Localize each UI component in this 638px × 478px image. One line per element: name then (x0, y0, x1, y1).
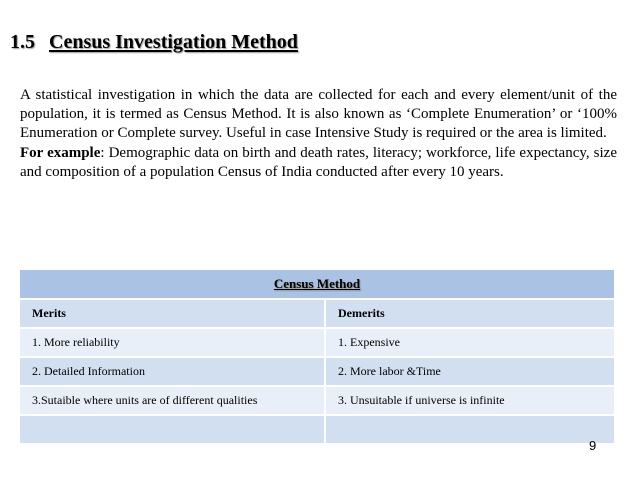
table-row (19, 386, 615, 415)
table-row (19, 328, 615, 357)
demerit-cell (325, 415, 615, 444)
table-header-row (19, 269, 615, 299)
body-text (20, 86, 617, 182)
example-paragraph (20, 144, 617, 182)
definition-paragraph: A statistical investigation in which the data are collected for each and every element/unit of the population, it is termed as Census Method. It is also known as ‘Complete Enumeration’ or ‘100% Enumeration or Complete survey. Useful in case Intensive Study is required or the area is limited. (20, 87, 617, 142)
column-headers-row (19, 299, 615, 328)
merit-cell: 3.Sutaible where units are of different qualities (19, 386, 325, 415)
section-number: 1.5 (10, 31, 35, 53)
census-method-table (18, 268, 616, 445)
section-title-text: Census Investigation Method (49, 31, 298, 53)
page-number: 9 (589, 438, 597, 453)
merit-cell (19, 415, 325, 444)
table-row (19, 415, 615, 444)
demerit-cell: 2. More labor &Time (325, 357, 615, 386)
example-label: For example (20, 144, 101, 161)
demerit-cell: 1. Expensive (325, 328, 615, 357)
table-row (19, 357, 615, 386)
demerits-column-header: Demerits (325, 299, 615, 328)
merits-column-header: Merits (19, 299, 325, 328)
example-text: : Demographic data on birth and death rates, literacy; workforce, life expectancy, size and composition of a population Census of India conducted after every 10 years. (20, 144, 617, 180)
merit-cell: 1. More reliability (19, 328, 325, 357)
merit-cell: 2. Detailed Information (19, 357, 325, 386)
demerit-cell: 3. Unsuitable if universe is infinite (325, 386, 615, 415)
slide-title (10, 31, 298, 54)
table-header: Census Method (19, 269, 615, 299)
